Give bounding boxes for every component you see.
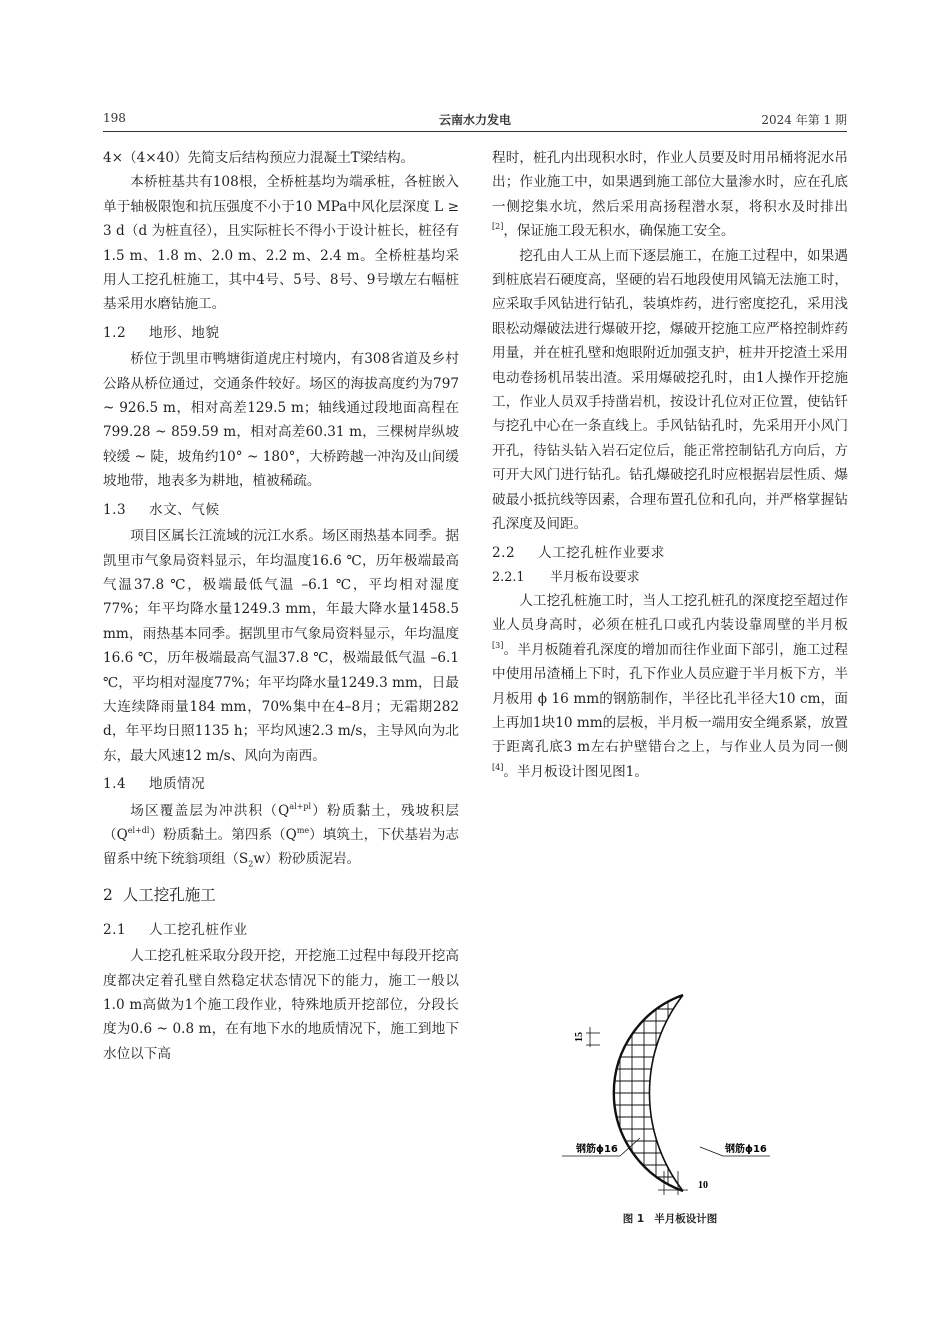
paragraph: 挖孔由人工从上而下逐层施工，在施工过程中，如果遇到桩底岩石硬度高，坚硬的岩石地段使用风镐无法施工时，应采取手风钻进行钻孔，装填炸药，进行密度挖孔，采用浅眼松动爆破法进行爆破开挖，爆破开挖施工应严格控制炸药用量，并在桩孔壁和炮眼附近加强支护，桩井开挖渣土采用电动卷扬机吊装出渣。采用爆破挖孔时，由1人操作开挖施工，作业人员双手持凿岩机，按设计孔位对正位置，使钻钎与挖孔中心在一条直线上。手风钻钻孔时，先采用开小风门开孔，待钻头钻入岩石定位后，能正常控制钻孔方向后，方可开大风门进行钻孔。钻孔爆破挖孔时应根据岩层性质、爆破最小抵抗线等因素，合理布置孔位和孔向，并严格掌握钻孔深度及间距。 — [492, 247, 848, 533]
section-heading-1-2 — [103, 321, 459, 345]
section-title: 人工挖孔桩作业要求 — [538, 544, 665, 561]
citation: [3] — [492, 640, 504, 650]
paragraph: 程时，桩孔内出现积水时，作业人员要及时用吊桶将泥水吊出；作业施工中，如果遇到施工部位大量渗水时，应在孔底一侧挖集水坑，然后采用高扬程潜水泵，将积水及时排出[2]，保证施工段无积水，确保施工安全。 — [492, 150, 848, 240]
right-column — [492, 146, 848, 784]
half-moon-plate-drawing — [560, 985, 790, 1200]
label-rebar-left: 钢筋ϕ16 — [576, 1144, 618, 1155]
page-header — [103, 109, 847, 129]
journal-title: 云南水力发电 — [438, 113, 511, 127]
page-number: 198 — [103, 111, 126, 125]
paragraph: 4×（4×40）先简支后结构预应力混凝土T梁结构。 — [103, 150, 415, 166]
paragraph: 本桥桩基共有108根，全桥桩基均为端承桩，各桩嵌入单于轴极限饱和抗压强度不小于10 MPa中风化层深度 L ≥ 3 d（d 为桩直径），且实际桩长不得小于设计桩长，桩径有1.5 m、1.8 m、2.0 m、2.2 m、2.4 m。全桥桩基均采用人工挖孔桩施工，其中4号、5号、8号、9号墩左右幅桩基采用水磨钻施工。 — [103, 174, 459, 313]
left-column — [103, 146, 459, 1066]
section-heading-2-1 — [103, 918, 459, 942]
section-title: 半月板布设要求 — [550, 569, 640, 585]
section-heading-2 — [103, 882, 459, 908]
section-number: 2.2 — [492, 544, 516, 561]
figure-title: 半月板设计图 — [654, 1213, 718, 1225]
section-heading-2-2-1 — [492, 567, 848, 589]
figure-caption — [492, 1211, 848, 1226]
section-number: 2.1 — [103, 921, 127, 938]
figure-number: 图 1 — [622, 1213, 645, 1225]
paragraph: 人工挖孔桩采取分段开挖，开挖施工过程中每段开挖高度都决定着孔壁自然稳定状态情况下的能力，施工一般以1.0 m高做为1个施工段作业，特殊地质开挖部位，分段长度为0.6 ~ 0.8 m，在有地下水的地质情况下，施工到地下水位以下高 — [103, 948, 459, 1062]
dimension-10-label: 10 — [698, 1180, 708, 1191]
inner-rebar — [649, 995, 683, 1191]
section-title: 水文、气候 — [149, 501, 220, 518]
figure-half-moon-plate — [560, 985, 790, 1200]
paragraph: 桥位于凯里市鸭塘街道虎庄村境内，有308省道及乡村公路从桥位通过，交通条件较好。场区的海拔高度约为797 ~ 926.5 m，相对高差129.5 m；轴线通过段地面高程在799.28 ~ 859.59 m，相对高差60.31 m，三棵树岸纵坡较缓 ~ 陡，坡角约10° ~ 180°，大桥跨越一冲沟及山间缓坡地带，地表多为耕地，植被稀疏。 — [103, 351, 459, 490]
section-number: 2 — [103, 885, 113, 904]
section-number: 2.2.1 — [492, 569, 525, 585]
section-heading-1-3 — [103, 498, 459, 522]
section-title: 人工挖孔桩作业 — [149, 921, 248, 938]
dimension-15-label: 15 — [574, 1032, 585, 1042]
label-rebar-right: 钢筋ϕ16 — [725, 1144, 767, 1155]
section-number: 1.4 — [103, 776, 127, 793]
section-heading-1-4 — [103, 772, 459, 796]
citation: [2] — [492, 222, 504, 232]
issue-label: 2024 年第 1 期 — [761, 113, 847, 127]
section-number: 1.3 — [103, 501, 127, 518]
section-number: 1.2 — [103, 324, 127, 341]
section-title: 地形、地貌 — [149, 324, 220, 341]
section-title: 地质情况 — [149, 776, 206, 793]
section-title: 人工挖孔施工 — [122, 885, 216, 904]
paragraph: 项目区属长江流域的沅江水系。场区雨热基本同季。据凯里市气象局资料显示，年均温度16.6 ℃，历年极端最高气温37.8 ℃，极端最低气温 –6.1 ℃，平均相对湿度77%；年平均降水量1249.3 mm，年最大降水量1458.5 mm，雨热基本同季。据凯里市气象局资料显示，年均温度16.6 ℃，历年极端最高气温37.8 ℃，极端最低气温 –6.1 ℃，平均相对湿度77%；年平均降水量1249.3 mm，日最大连续降雨量184 mm，70%集中在4–8月；无霜期282 d，年平均日照1135 h；平均风速2.3 m/s，主导风向为北东，最大风速12 m/s、风向为南西。 — [103, 528, 459, 764]
paragraph-geology: 场区覆盖层为冲洪积$(Q^{al+pl})$粉质黏土，残坡积层$(Q^{el+dl})$粉质黏土。第四系$(Q^{me})$填筑土，下伏基岩为志留系中统下统翁项组$(S_2w)$粉砂质泥岩。 — [103, 801, 459, 870]
header-rule — [103, 131, 847, 132]
paragraph: 人工挖孔桩施工时，当人工挖孔桩孔的深度挖至超过作业人员身高时，必须在桩孔口或孔内装设靠周壁的半月板[3]。半月板随着孔深度的增加而往作业面下部引，施工过程中使用吊渣桶上下时，孔下作业人员应避于半月板下方，半月板用 ϕ 16 mm的钢筋制作，半径比孔半径大10 cm，面上再加1块10 mm的层板，半月板一端用安全绳系紧，放置于距离孔底3 m左右护壁错台之上，与作业人员为同一侧[4]。半月板设计图见图1。 — [492, 592, 848, 780]
section-heading-2-2 — [492, 541, 848, 565]
citation: [4] — [492, 762, 504, 772]
